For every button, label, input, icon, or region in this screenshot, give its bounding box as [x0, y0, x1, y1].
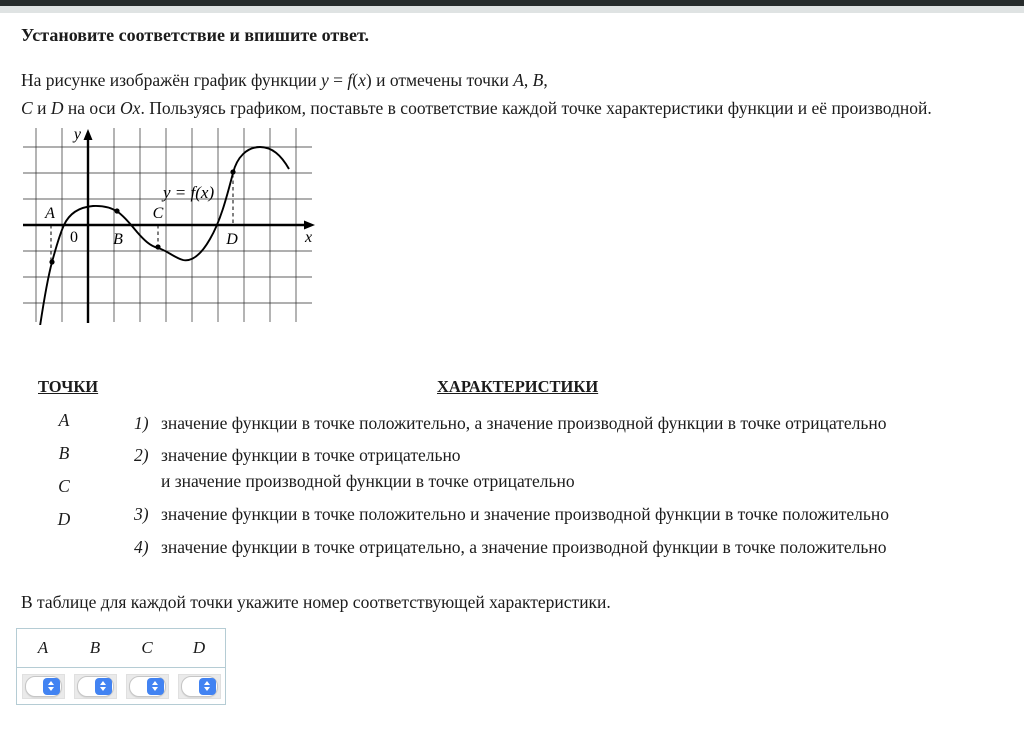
- point-d-dot: [230, 169, 235, 174]
- point-a-label: A: [45, 205, 55, 222]
- axes: [23, 135, 307, 323]
- characteristic-1-text: значение функции в точке положительно, а значение производной функции в точке отрицательно: [161, 413, 887, 433]
- point-d-label: D: [226, 231, 238, 248]
- characteristic-2-number: 2): [134, 445, 149, 465]
- answer-select-a[interactable]: [22, 674, 65, 699]
- characteristic-3: [134, 501, 994, 527]
- answer-header-a: A: [37, 638, 49, 657]
- point-b-dot: [114, 208, 119, 213]
- top-bar: [0, 0, 1024, 13]
- stepper-icon[interactable]: [95, 678, 112, 695]
- point-item-a: A: [58, 410, 70, 430]
- curve-label: y = f(x): [163, 183, 215, 202]
- function-graph: [23, 127, 319, 325]
- characteristic-1-number: 1): [134, 413, 149, 433]
- answer-instruction: В таблице для каждой точки укажите номер соответствующей характеристики.: [21, 592, 611, 612]
- page-title: Установите соответствие и впишите ответ.: [21, 25, 369, 45]
- point-item-b: B: [58, 443, 70, 463]
- point-item-d: D: [57, 509, 71, 529]
- x-axis-label: x: [305, 229, 313, 246]
- point-a-dot: [49, 259, 54, 264]
- characteristic-4-text: значение функции в точке отрицательно, а значение производной функции в точке положительно: [161, 537, 887, 557]
- answer-header-d: D: [192, 638, 206, 657]
- characteristic-3-number: 3): [134, 504, 149, 524]
- intro-paragraph: [21, 66, 1011, 122]
- intro-line-1: На рисунке изображён график функции y = f(x) и отмечены точки A, B,: [21, 70, 548, 90]
- characteristic-2: [134, 442, 994, 494]
- characteristic-4-number: 4): [134, 537, 149, 557]
- point-c-dot: [155, 244, 160, 249]
- characteristics-header: ХАРАКТЕРИСТИКИ: [437, 377, 599, 396]
- characteristic-2-text-line-1: значение функции в точке отрицательно: [161, 445, 461, 465]
- stepper-icon[interactable]: [43, 678, 60, 695]
- characteristic-2-text-line-2: и значение производной функции в точке отрицательно: [161, 471, 575, 491]
- answer-select-c[interactable]: [126, 674, 169, 699]
- characteristic-1: [134, 410, 994, 436]
- characteristic-4: [134, 534, 994, 560]
- answer-select-b[interactable]: [74, 674, 117, 699]
- points-header: ТОЧКИ: [38, 377, 99, 396]
- y-axis-label: y: [73, 127, 81, 143]
- point-c-label: C: [152, 205, 164, 222]
- answer-table-inputs: [17, 668, 225, 704]
- answer-header-c: C: [141, 638, 153, 657]
- point-item-c: C: [58, 476, 70, 496]
- answer-select-d[interactable]: [178, 674, 221, 699]
- stepper-icon[interactable]: [147, 678, 164, 695]
- stepper-icon[interactable]: [199, 678, 216, 695]
- y-axis-arrow: [84, 129, 93, 140]
- answer-table-header: [17, 629, 225, 668]
- answer-table: [16, 628, 226, 705]
- characteristic-3-text: значение функции в точке положительно и значение производной функции в точке положительно: [161, 504, 889, 524]
- intro-line-2: C и D на оси Ox. Пользуясь графиком, поставьте в соответствие каждой точке характеристики функции и её производной.: [21, 98, 932, 118]
- point-b-label: B: [113, 231, 123, 248]
- answer-header-b: B: [89, 638, 101, 657]
- origin-label: 0: [70, 229, 78, 246]
